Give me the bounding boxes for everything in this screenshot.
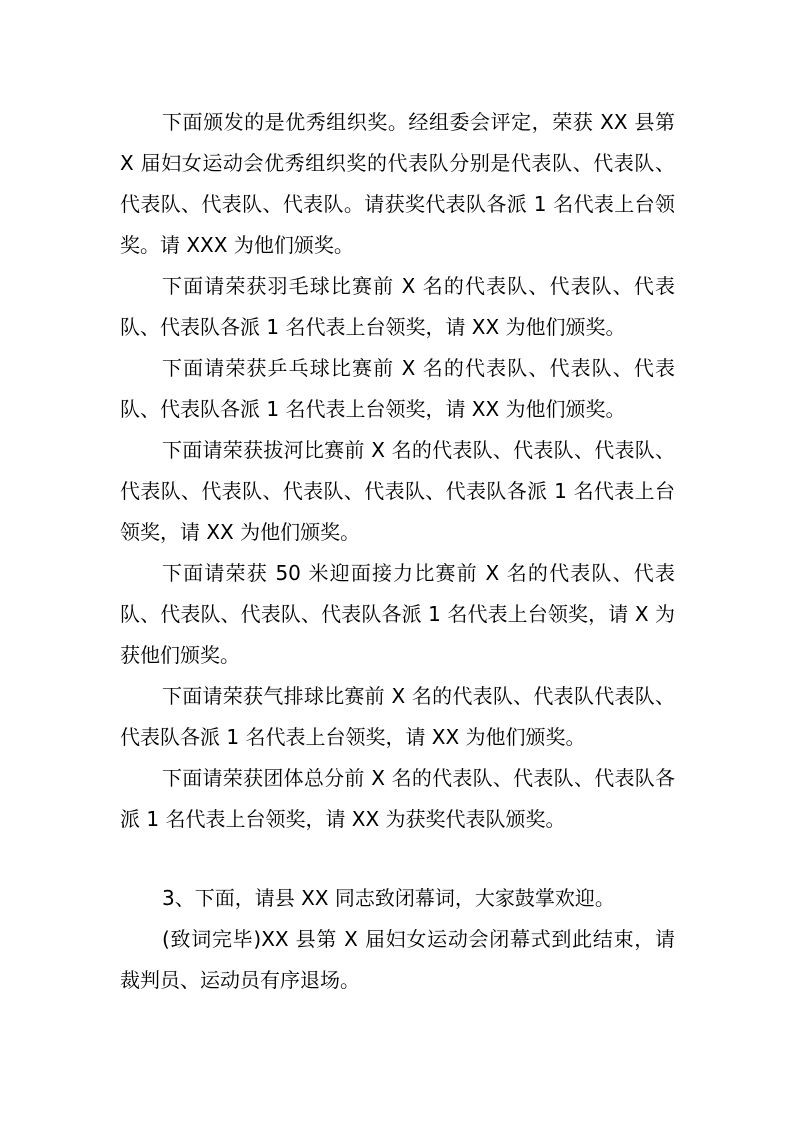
paragraph-team-total-award: 下面请荣获团体总分前 X 名的代表队、代表队、代表队各派 1 名代表上台领奖，请 XX 为获奖代表队颁奖。 [120,766,675,831]
paragraph-organization-award: 下面颁发的是优秀组织奖。经组委会评定，荣获 XX 县第 X 届妇女运动会优秀组织奖的代表队分别是代表队、代表队、代表队、代表队、代表队。请获奖代表队各派 1 名代表上台领奖。请 XXX 为他们颁奖。 [120,110,675,257]
paragraph-volleyball-award: 下面请荣获气排球比赛前 X 名的代表队、代表队代表队、代表队各派 1 名代表上台领奖，请 XX 为他们颁奖。 [120,684,675,749]
paragraph-relay-award: 下面请荣获 50 米迎面接力比赛前 X 名的代表队、代表队、代表队、代表队、代表队各派 1 名代表上台领奖，请 X 为获他们颁奖。 [120,561,675,667]
paragraph-badminton-award: 下面请荣获羽毛球比赛前 X 名的代表队、代表队、代表队、代表队各派 1 名代表上台领奖，请 XX 为他们颁奖。 [120,274,675,339]
section-gap [120,840,675,878]
paragraph-closing-speech: 3、下面，请县 XX 同志致闭幕词，大家鼓掌欢迎。 [162,886,615,910]
document-page [120,102,675,1001]
paragraph-closing-ceremony-end: (致词完毕)XX 县第 X 届妇女运动会闭幕式到此结束，请裁判员、运动员有序退场。 [120,927,675,992]
paragraph-table-tennis-award: 下面请荣获乒乓球比赛前 X 名的代表队、代表队、代表队、代表队各派 1 名代表上台领奖，请 XX 为他们颁奖。 [120,356,675,421]
paragraph-tug-of-war-award: 下面请荣获拔河比赛前 X 名的代表队、代表队、代表队、代表队、代表队、代表队、代表队、代表队各派 1 名代表上台领奖，请 XX 为他们颁奖。 [120,438,675,544]
